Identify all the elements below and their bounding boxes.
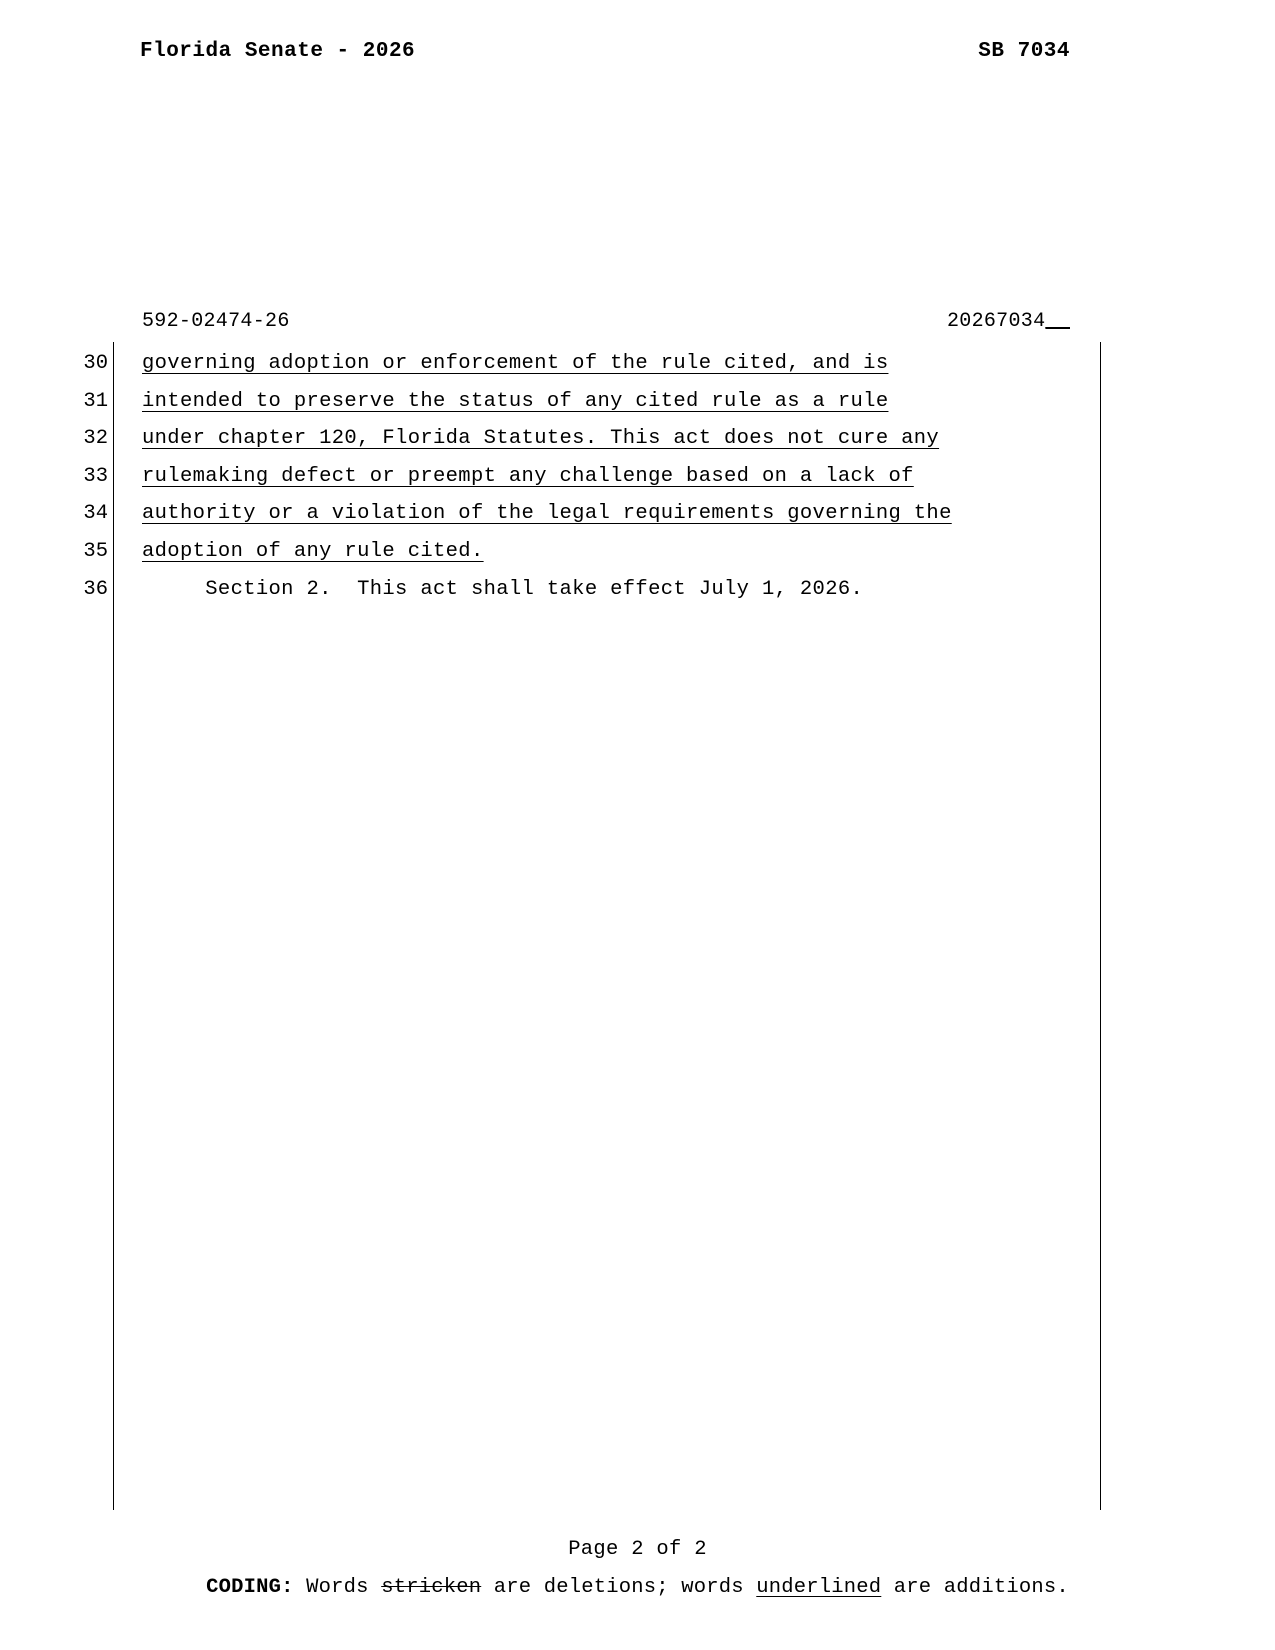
coding-legend-stricken-sample: stricken: [381, 1576, 482, 1599]
line-number: 36: [83, 577, 108, 601]
line-text: rulemaking defect or preempt any challenge based on a lack of: [142, 464, 914, 488]
bill-line: [0, 495, 1275, 533]
coding-legend-label: CODING:: [206, 1576, 294, 1599]
line-text: intended to preserve the status of any cited rule as a rule: [142, 389, 889, 413]
chamber-session-label: Florida Senate - 2026: [140, 40, 416, 63]
line-number: 30: [83, 352, 108, 375]
coding-legend: [0, 1576, 1275, 1599]
page-indicator: Page 2 of 2: [568, 1538, 707, 1561]
coding-legend-text-2: are deletions; words: [481, 1576, 757, 1599]
running-head: [140, 40, 1070, 63]
line-number: 33: [83, 464, 108, 488]
coding-legend-text-3: are additions.: [881, 1576, 1069, 1599]
line-number: 32: [83, 427, 108, 451]
line-text: governing adoption or enforcement of the rule cited, and is: [142, 352, 889, 375]
bill-line: [0, 533, 1275, 571]
line-number: 35: [83, 539, 108, 563]
bill-line: [0, 458, 1275, 496]
bill-line: [0, 571, 1275, 609]
bill-id-line: [142, 310, 1070, 333]
bill-line: [0, 420, 1275, 458]
line-text: authority or a violation of the legal requirements governing the: [142, 502, 952, 526]
document-number-group: [947, 310, 1070, 333]
document-number-blank: __: [1045, 310, 1070, 333]
line-number: 34: [83, 502, 108, 526]
coding-legend-text-1: Words: [293, 1576, 382, 1599]
line-text: Section 2. This act shall take effect July 1, 2026.: [142, 577, 864, 601]
bill-line: [0, 383, 1275, 421]
coding-legend-underlined-sample: underlined: [756, 1576, 882, 1599]
document-number: 20267034: [946, 310, 1046, 333]
line-text: under chapter 120, Florida Statutes. This act does not cure any: [142, 427, 940, 451]
draft-number: 592-02474-26: [142, 310, 290, 333]
bill-line: [0, 345, 1275, 383]
line-text: adoption of any rule cited.: [142, 539, 484, 563]
bill-number-label: SB 7034: [978, 40, 1070, 63]
line-number: 31: [83, 389, 108, 413]
bill-text-body: [0, 345, 1275, 608]
